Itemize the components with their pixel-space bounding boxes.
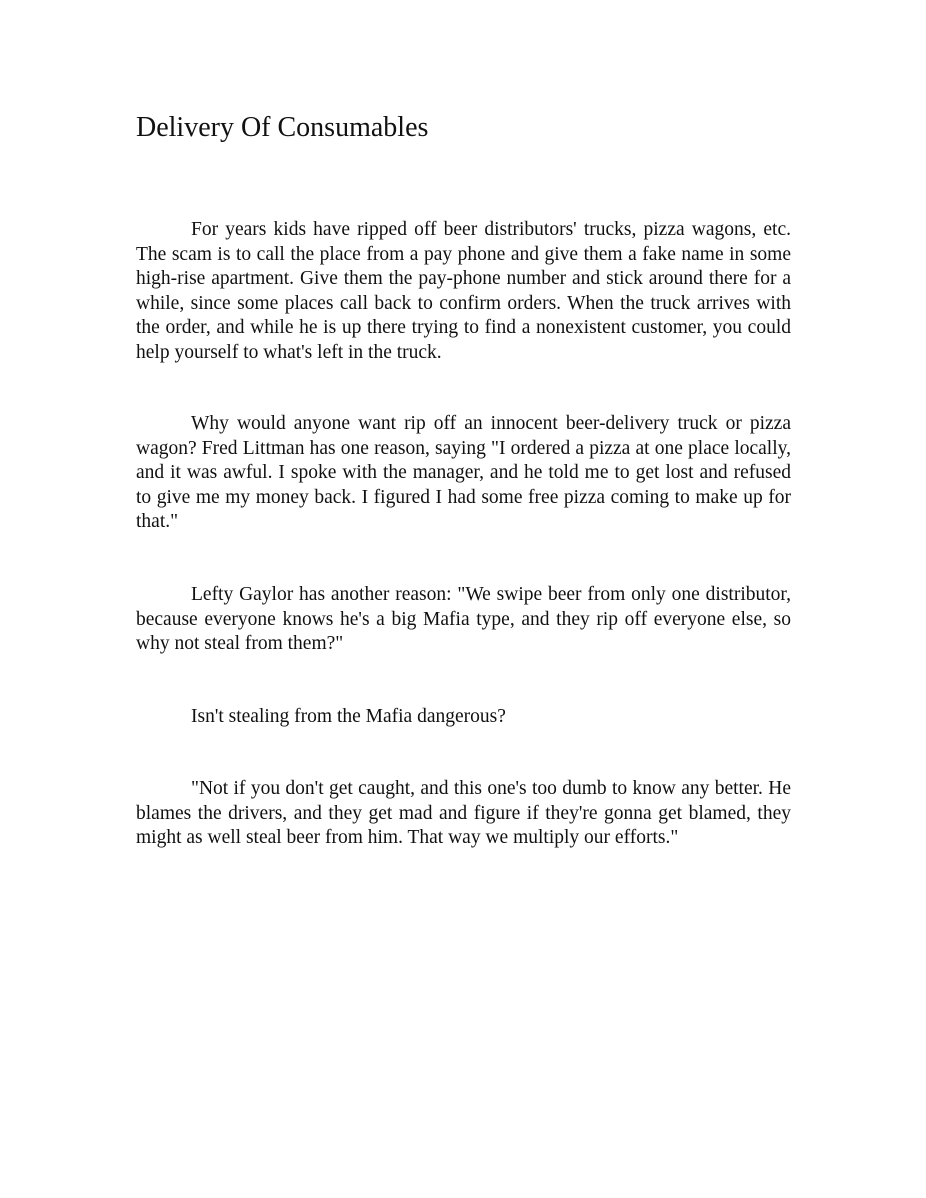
paragraph-fred-littman-reason: Why would anyone want rip off an innocent beer-delivery truck or pizza wagon? Fred Littman has one reason, saying "I ordered a pizza at one place locally, and it was awful. I spoke with the manager, and he told me to get lost and refused to give me my money back. I figured I had some free pizza coming to make up for that." [136, 413, 791, 532]
paragraph-scam-description: For years kids have ripped off beer distributors' trucks, pizza wagons, etc. The scam is to call the place from a pay phone and give them a fake name in some high-rise apartment. Give them the pay-phone number and stick around there for a while, since some places call back to confirm orders. When the truck arrives with the order, and while he is up there trying to find a nonexistent customer, you could help yourself to what's left in the truck. [136, 219, 791, 363]
paragraph-mafia-question: Isn't stealing from the Mafia dangerous? [191, 706, 506, 727]
page-title: Delivery Of Consumables [136, 112, 429, 143]
paragraph-mafia-answer: "Not if you don't get caught, and this one's too dumb to know any better. He blames the drivers, and they get mad and figure if they're gonna get blamed, they might as well steal beer from him. That way we multiply our efforts." [136, 778, 791, 848]
paragraph-lefty-gaylor-reason: Lefty Gaylor has another reason: "We swipe beer from only one distributor, because everyone knows he's a big Mafia type, and they rip off everyone else, so why not steal from them?" [136, 584, 791, 654]
